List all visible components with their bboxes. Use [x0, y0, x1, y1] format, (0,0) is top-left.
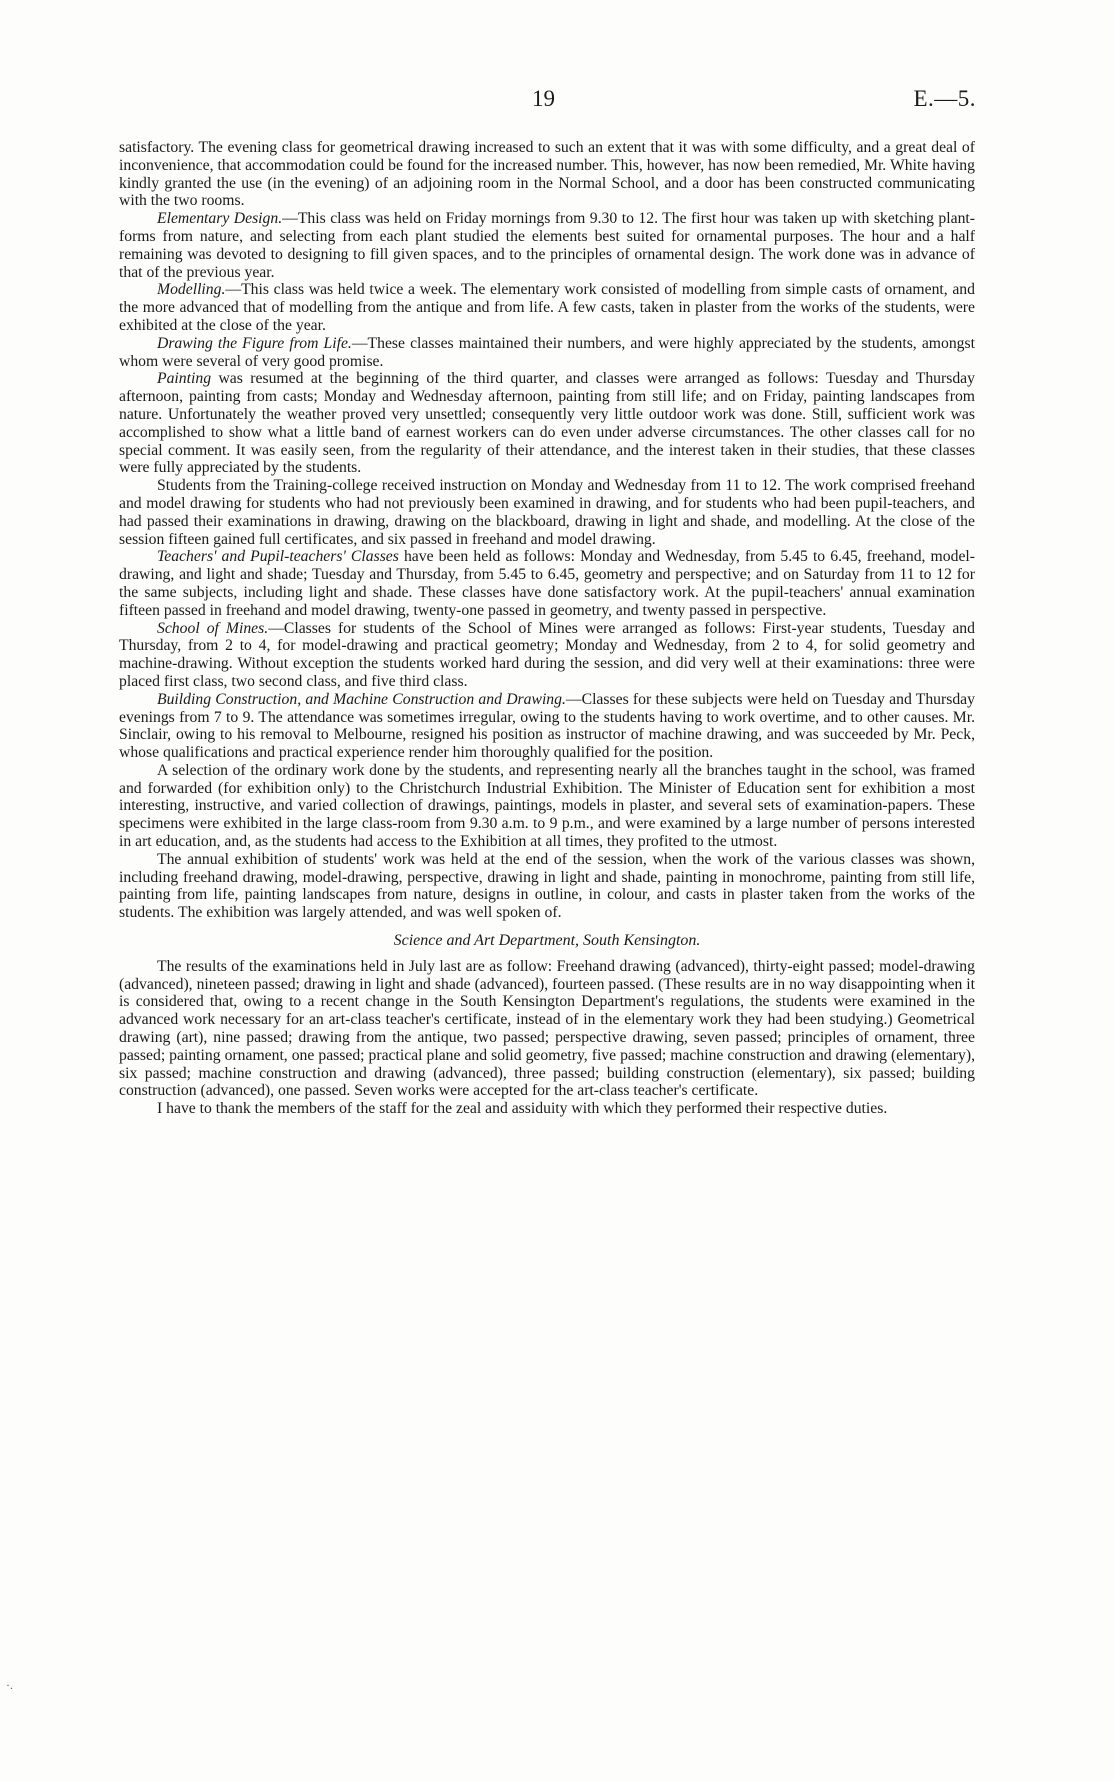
- paragraph-text: I have to thank the members of the staff for the zeal and assiduity with which they performed their respective duties.: [157, 1100, 888, 1118]
- paragraph-text: was resumed at the beginning of the third quarter, and classes were arranged as follows: Tuesday and Thursday afternoon, painting from casts; Monday and Wednesday afternoon, painting from still life; and on Friday, painting landscapes from nature. Unfortunately the weather proved very unsettled; consequently very little outdoor work was done. Still, sufficient work was accomplished to show what a little band of earnest workers can do even under adverse circumstances. The other classes call for no special comment. It was easily seen, from the regularity of their attendance, and the interest taken in their studies, that these classes were fully appreciated by the students.: [119, 370, 975, 477]
- paragraph-text: satisfactory. The evening class for geometrical drawing increased to such an extent that it was with some difficulty, and a great deal of inconvenience, that accommodation could be found for the increased number. This, however, has now been remedied, Mr. White having kindly granted the use (in the evening) of an adjoining room in the Normal School, and a door has been constructed communicating with the two rooms.: [119, 139, 975, 210]
- paragraph-school-of-mines: [119, 620, 975, 691]
- page-header: [0, 86, 1114, 116]
- paragraph-lead: Modelling.: [157, 281, 226, 299]
- paragraph-text: The annual exhibition of students' work was held at the end of the session, when the work of the various classes was shown, including freehand drawing, model-drawing, perspective, drawing in light and shade, painting in monochrome, painting from still life, painting from life, painting landscapes from nature, designs in outline, in colour, and casts in plaster taken from the works of the students. The exhibition was largely attended, and was well spoken of.: [119, 850, 975, 922]
- paragraph-building-construction: [119, 691, 975, 762]
- paragraph-text: —These classes maintained their numbers, and were highly appreciated by the students, amongst whom were several of very good promise.: [119, 334, 975, 370]
- paragraph-lead: Elementary Design.: [157, 210, 283, 228]
- paragraph-text: —Classes for students of the School of Mines were arranged as follows: First-year students, Tuesday and Thursday, from 2 to 4, for model-drawing and practical geometry; Monday and Wednesday, from 2 to 4, for solid geometry and machine-drawing. Without exception the students worked hard during the session, and did very well at their examinations: three were placed first class, two second class, and five third class.: [119, 619, 975, 690]
- document-body: [119, 139, 975, 1118]
- paragraph-pupil-teachers: [119, 548, 975, 619]
- section-heading: Science and Art Department, South Kensington.: [393, 932, 701, 950]
- paragraph-text: have been held as follows: Monday and Wednesday, from 5.45 to 6.45, freehand, model-drawing, and light and shade; Tuesday and Thursday, from 5.45 to 6.45, geometry and perspective; and on Saturday from 11 to 12 for the same subjects, including light and shade. These classes have done satisfactory work. At the pupil-teachers' annual examination fifteen passed in freehand and model drawing, twenty-one passed in geometry, and twenty passed in perspective.: [119, 548, 975, 619]
- paragraph-painting: [119, 370, 975, 477]
- paragraph-text: Students from the Training-college received instruction on Monday and Wednesday from 11 to 12. The work comprised freehand and model drawing for students who had not previously been examined in drawing, and for students who had been pupil-teachers, and had passed their examinations in drawing, drawing on the blackboard, drawing in light and shade, and modelling. At the close of the session fifteen gained full certificates, and six passed in freehand and model drawing.: [119, 477, 975, 548]
- paragraph-lead: Painting: [157, 370, 212, 388]
- paragraph-figure-drawing: [119, 335, 975, 371]
- page-number: 19: [532, 86, 555, 111]
- paragraph-lead: School of Mines.: [157, 619, 269, 637]
- paragraph-modelling: [119, 281, 975, 334]
- paragraph-elementary-design: [119, 210, 975, 281]
- paragraph-lead: Building Construction, and Machine Construction and Drawing.: [157, 690, 566, 708]
- paragraph-text: A selection of the ordinary work done by the students, and representing nearly all the branches taught in the school, was framed and forwarded (for exhibition only) to the Christchurch Industrial Exhibition. The Minister of Education sent for exhibition a most interesting, instructive, and varied collection of drawings, paintings, models in plaster, and several sets of examination-papers. These specimens were exhibited in the large class-room from 9.30 a.m. to 9 p.m., and were examined by a large number of persons interested in art education, and, as the students had access to the Exhibition at all times, they profited to the utmost.: [119, 761, 975, 851]
- paper-reference: E.—5.: [913, 86, 976, 111]
- paragraph-lead: Drawing the Figure from Life.: [157, 334, 352, 352]
- paragraph-training-college: [119, 477, 975, 548]
- paragraph-annual-exhibition: [119, 851, 975, 922]
- paragraph-closing: [119, 1100, 975, 1118]
- paragraph-lead: Teachers' and Pupil-teachers' Classes: [157, 548, 399, 566]
- paragraph-text: The results of the examinations held in July last are as follow: Freehand drawing (advanced), thirty-eight passed; model-drawing (advanced), nineteen passed; drawing in light and shade (advanced), fourteen passed. (These results are in no way disappointing when it is considered that, owing to a recent change in the South Kensington Department's regulations, the students were examined in the advanced work necessary for an art-class teacher's certificate, instead of in the elementary work they had been studying.) Geometrical drawing (art), nine passed; drawing from the antique, two passed; perspective drawing, seven passed; principles of ornament, three passed; painting ornament, one passed; practical plane and solid geometry, five passed; machine construction and drawing (elementary), six passed; machine construction and drawing (advanced), three passed; building construction (elementary), six passed; building construction (advanced), one passed. Seven works were accepted for the art-class teacher's certificate.: [119, 957, 975, 1100]
- paragraph-text: —Classes for these subjects were held on Tuesday and Thursday evenings from 7 to 9. The attendance was sometimes irregular, owing to the students having to work overtime, and to other causes. Mr. Sinclair, owing to his removal to Melbourne, resigned his position as instructor of machine drawing, and was succeeded by Mr. Peck, whose qualifications and practical experience render him thoroughly qualified for the position.: [119, 690, 975, 762]
- paragraph-continuation: [119, 139, 975, 210]
- paragraph-text: —This class was held twice a week. The elementary work consisted of modelling from simple casts of ornament, and the more advanced that of modelling from the antique and from life. A few casts, taken in plaster from the works of the students, were exhibited at the close of the year.: [119, 281, 975, 334]
- paragraph-text: —This class was held on Friday mornings from 9.30 to 12. The first hour was taken up with sketching plant-forms from nature, and selecting from each plant studied the elements best suited for ornamental purposes. The hour and a half remaining was devoted to designing to fill given spaces, and to the principles of ornamental design. The work done was in advance of that of the previous year.: [119, 210, 975, 281]
- margin-speck: ·.: [6, 1678, 13, 1692]
- paragraph-christchurch-exhibition: [119, 762, 975, 851]
- paragraph-examination-results: [119, 958, 975, 1100]
